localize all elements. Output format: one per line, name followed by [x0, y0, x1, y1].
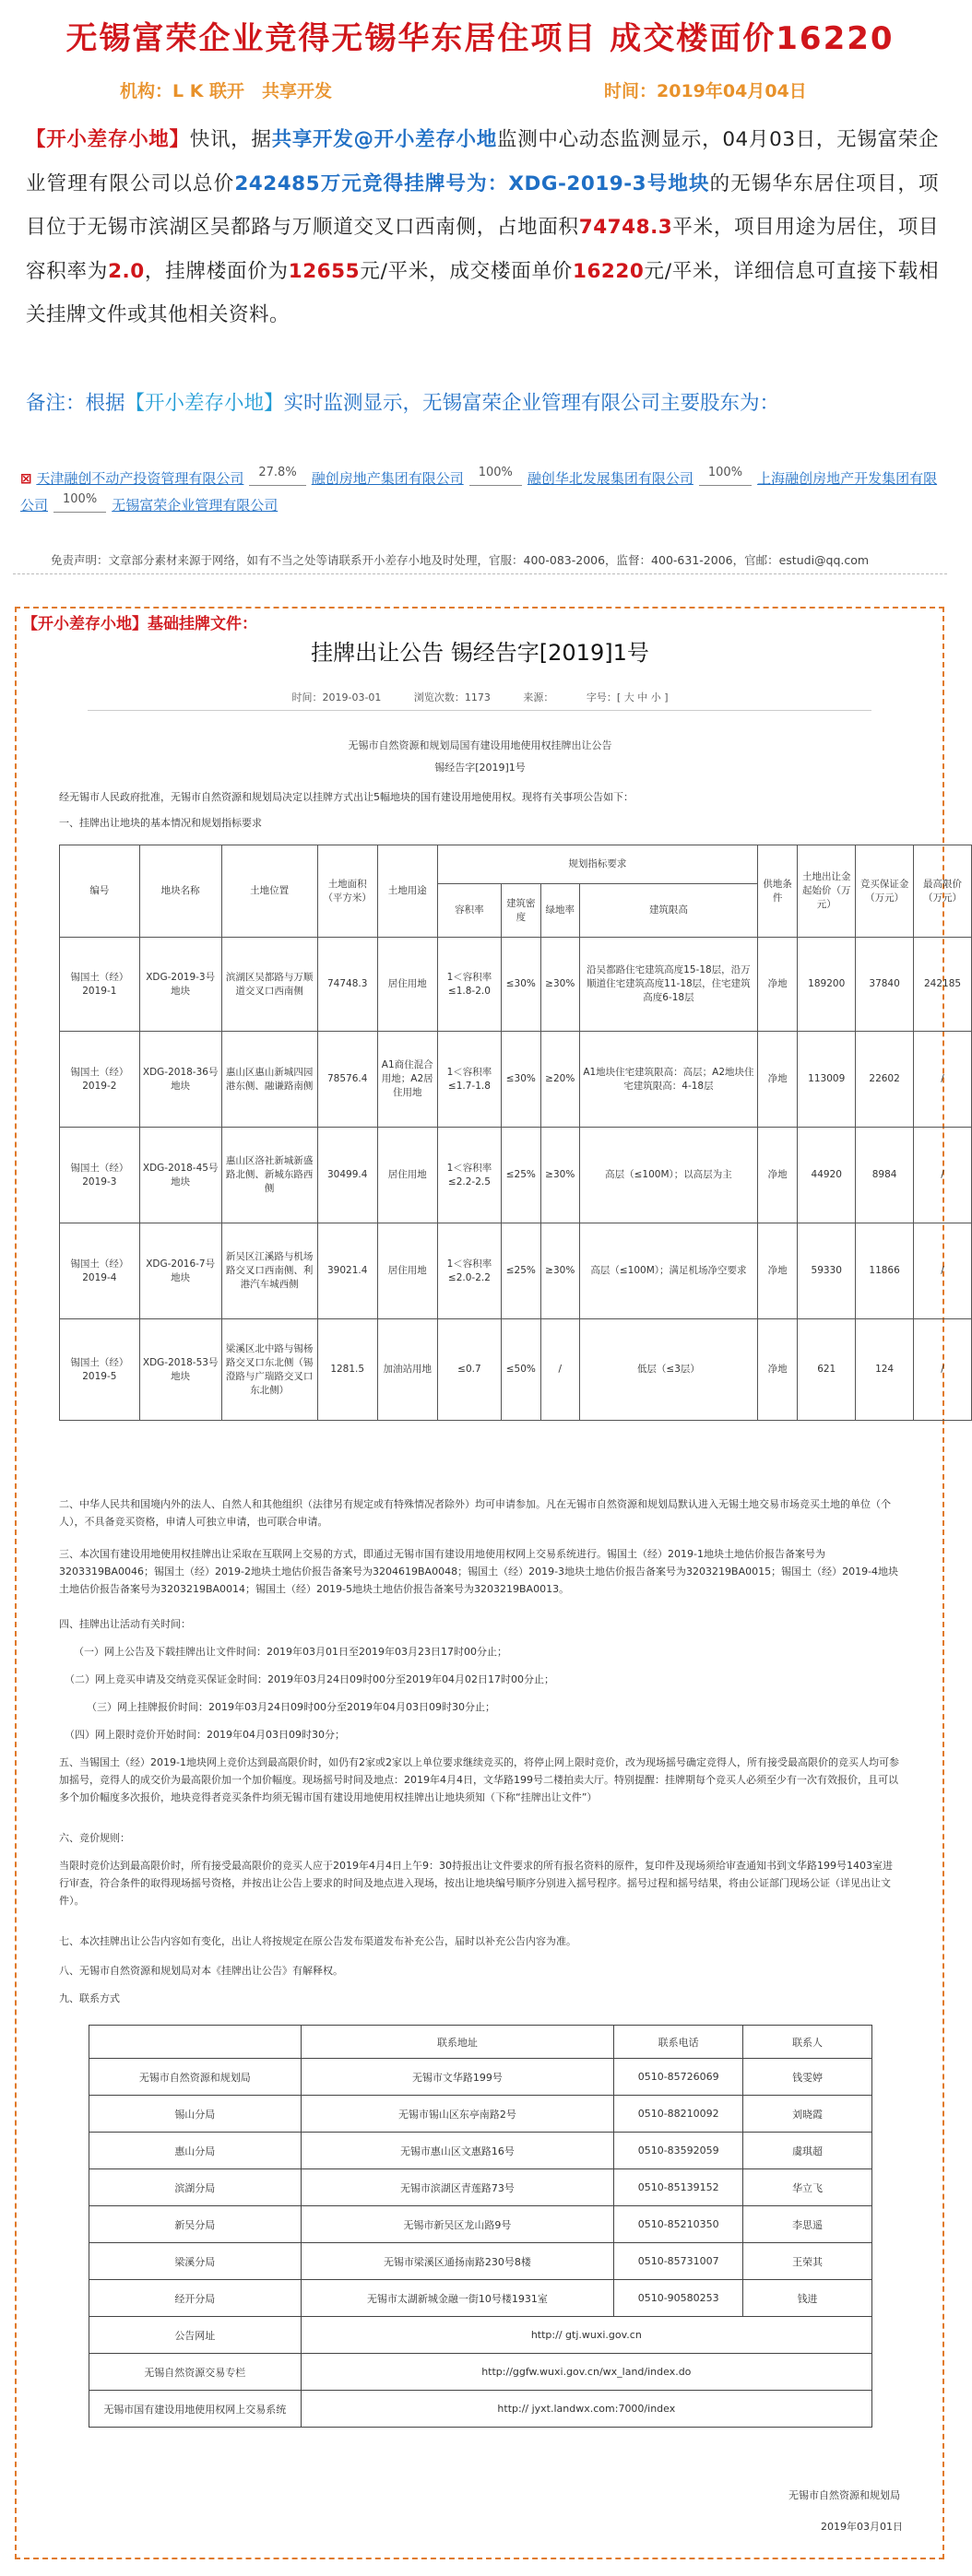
cell-supply: 净地 — [757, 938, 797, 1032]
cell-start: 621 — [798, 1319, 856, 1421]
cell-use: 居住用地 — [377, 1128, 437, 1223]
cell-loc: 惠山区惠山新城四园港东侧、融谦路南侧 — [221, 1032, 317, 1128]
col-header: 联系地址 — [301, 2026, 614, 2059]
cell-density: ≤30% — [502, 938, 540, 1032]
cell-green: ≥30% — [540, 1128, 579, 1223]
cell-no: 锡国土（经）2019-5 — [60, 1319, 140, 1421]
cell-loc: 滨湖区吴都路与万顺道交叉口西南侧 — [221, 938, 317, 1032]
notice-date: 时间：2019-03-01 — [291, 691, 382, 703]
cell-max: 242185 — [914, 938, 972, 1032]
contact-dept: 惠山分局 — [89, 2133, 302, 2169]
cell-name: XDG-2019-3号地块 — [139, 938, 221, 1032]
contact-person: 刘晓霞 — [743, 2096, 872, 2133]
table-row — [89, 2317, 872, 2354]
table-row — [60, 1128, 972, 1223]
notice-paragraph: 五、当锡国土（经）2019-1地块网上竞价达到最高限价时，如仍有2家或2家以上单位要求继续竞买的，将停止网上限时竞价，改为现场摇号确定竞得人，所有接受最高限价的竞买人均可参加摇号，竞得人的成交价为最高限价加一个加价幅度。现场摇号时间及地点：2019年4月4日，文华路199号二楼拍卖大厅。特别提醒：挂牌期每个竞买人必须至少有一次有效报价，且可以多个加价幅度多次报价，地块竞得者竞买条件均须无锡市国有建设用地使用权挂牌出让地块须知（下称“挂牌出让文件”） — [59, 1756, 899, 1803]
cell-use: 居住用地 — [377, 1223, 437, 1319]
notice-paragraph: 六、竞价规则： — [59, 1832, 130, 1844]
table-row — [89, 2243, 872, 2280]
contact-addr: 无锡市新吴区龙山路9号 — [301, 2206, 614, 2243]
notice-title: 挂牌出让公告 锡经告字[2019]1号 — [311, 640, 649, 666]
note-text: 实时监测显示，无锡富荣企业管理有限公司主要股东为： — [283, 392, 780, 415]
contact-addr: 无锡市惠山区文惠路16号 — [301, 2133, 614, 2169]
table-row — [89, 2280, 872, 2317]
parcel-table-viewport — [59, 845, 963, 1411]
notice-meta — [0, 690, 960, 704]
contact-addr: 无锡市锡山区东亭南路2号 — [301, 2096, 614, 2133]
contact-dept: 梁溪分局 — [89, 2243, 302, 2280]
article-text: 元/平米，详细信息可直接下载相关挂牌文件或其他相关资料。 — [26, 259, 939, 326]
cell-area: 30499.4 — [317, 1128, 377, 1223]
col-header: 最高限价（万元） — [914, 845, 972, 938]
deal-total: 242485万元竞得挂牌号为：XDG-2019-3号地块 — [234, 171, 710, 195]
cell-use: A1商住混合用地；A2居住用地 — [377, 1032, 437, 1128]
contact-person: 李思遥 — [743, 2206, 872, 2243]
notice-paragraph: （三）网上挂牌报价时间：2019年03月24日09时00分至2019年04月03日09时30分止； — [87, 1701, 495, 1713]
notice-intro: 经无锡市人民政府批准，无锡市自然资源和规划局决定以挂牌方式出让5幅地块的国有建设用地使用权。现将有关事项公告如下： — [59, 791, 634, 803]
col-header: 编号 — [60, 845, 140, 938]
cell-loc: 惠山区洛社新城新盛路北侧、新城东路西侧 — [221, 1128, 317, 1223]
cell-name: XDG-2018-45号地块 — [139, 1128, 221, 1223]
contact-phone: 0510-90580253 — [614, 2280, 743, 2317]
table-row — [89, 2169, 872, 2206]
article-text: 监测中心动态监测显示，04月03日，无锡富荣企业管理有限公司以总价 — [26, 128, 939, 195]
contact-person: 华立飞 — [743, 2169, 872, 2206]
notice-paragraph: 九、联系方式 — [59, 1992, 120, 2004]
chain-company[interactable]: 无锡富荣企业管理有限公司 — [112, 497, 279, 514]
page-title: 无锡富荣企业竞得无锡华东居住项目 成交楼面价16220 — [65, 20, 895, 57]
contact-phone: 0510-85726069 — [614, 2059, 743, 2096]
note-brand: 【开小差存小地】 — [124, 392, 284, 415]
signature-org: 无锡市自然资源和规划局 — [788, 2489, 900, 2501]
cell-far: 1＜容积率≤1.7-1.8 — [437, 1032, 501, 1128]
web-label: 无锡自然资源交易专栏 — [89, 2354, 302, 2391]
table-row — [89, 2206, 872, 2243]
notice-paragraph: （二）网上竞买申请及交纳竞买保证金时间：2019年03月24日09时00分至2019年04月02日17时00分止； — [65, 1673, 554, 1685]
cell-far: 1＜容积率≤1.8-2.0 — [437, 938, 501, 1032]
cell-name: XDG-2018-36号地块 — [139, 1032, 221, 1128]
contact-dept: 经开分局 — [89, 2280, 302, 2317]
contact-dept: 新吴分局 — [89, 2206, 302, 2243]
contact-person: 王荣其 — [743, 2243, 872, 2280]
cell-area: 78576.4 — [317, 1032, 377, 1128]
chain-pct: 100% — [469, 461, 522, 486]
notice-paragraph: 当限时竞价达到最高限价时，所有接受最高限价的竞买人应于2019年4月4日上午9：30持报出让文件要求的所有报名资料的原件，复印件及现场须给审查通知书到文华路199号1403室进行审查，符合条件的取得现场摇号资格，并按出让公告上要求的时间及地点进入现场，按出让地块编号顺序分别进入摇号程序。摇号过程和摇号结果，将由公证部门现场公证（详见出让文件）。 — [59, 1860, 893, 1907]
contact-phone: 0510-85210350 — [614, 2206, 743, 2243]
cell-name: XDG-2018-53号地块 — [139, 1319, 221, 1421]
article-text: ，挂牌楼面价为 — [144, 259, 289, 283]
article-body — [26, 118, 939, 337]
contact-addr: 无锡市滨湖区青莲路73号 — [301, 2169, 614, 2206]
col-header: 联系电话 — [614, 2026, 743, 2059]
chain-company[interactable]: 融创房地产集团有限公司 — [311, 470, 464, 487]
shareholder-note — [26, 387, 939, 416]
section-heading: 一、挂牌出让地块的基本情况和规划指标要求 — [59, 817, 262, 829]
divider — [88, 710, 871, 711]
brand-tag: 【开小差存小地】 — [26, 128, 190, 151]
table-row — [89, 2391, 872, 2428]
disclaimer: 免责声明：文章部分素材来源于网络，如有不当之处等请联系开小差存小地及时处理，官服：400-083-2006，监督：400-631-2006，官邮：estudi@qq.com — [51, 553, 870, 567]
cell-no: 锡国土（经）2019-3 — [60, 1128, 140, 1223]
cell-height: 沿吴都路住宅建筑高度15-18层，沿万顺道住宅建筑高度11-18层，住宅建筑高度6-18层 — [579, 938, 757, 1032]
notice-views: 浏览次数：1173 — [413, 691, 491, 703]
article-text: 快讯，据 — [189, 128, 272, 151]
cell-deposit: 124 — [856, 1319, 914, 1421]
table-row — [89, 2354, 872, 2391]
parcel-table — [59, 845, 972, 1421]
col-header: 容积率 — [437, 884, 501, 938]
source-link[interactable]: 共享开发@开小差存小地 — [271, 128, 497, 151]
divider — [13, 573, 947, 574]
contact-table — [89, 2025, 872, 2428]
contact-phone: 0510-85731007 — [614, 2243, 743, 2280]
cell-deposit: 11866 — [856, 1223, 914, 1319]
cell-area: 74748.3 — [317, 938, 377, 1032]
col-header: 绿地率 — [540, 884, 579, 938]
cell-density: ≤25% — [502, 1128, 540, 1223]
cell-max: / — [914, 1319, 972, 1421]
signature-date: 2019年03月01日 — [821, 2521, 903, 2533]
contact-dept: 滨湖分局 — [89, 2169, 302, 2206]
cell-no: 锡国土（经）2019-2 — [60, 1032, 140, 1128]
web-label: 无锡市国有建设用地使用权网上交易系统 — [89, 2391, 302, 2428]
cell-green: ≥20% — [540, 1032, 579, 1128]
cell-no: 锡国土（经）2019-1 — [60, 938, 140, 1032]
cell-supply: 净地 — [757, 1319, 797, 1421]
table-row — [89, 2096, 872, 2133]
table-row — [89, 2026, 872, 2059]
contact-person: 钱进 — [743, 2280, 872, 2317]
contact-addr: 无锡市梁溪区通扬南路230号8楼 — [301, 2243, 614, 2280]
table-row — [89, 2133, 872, 2169]
cell-start: 59330 — [798, 1223, 856, 1319]
cell-far: 1＜容积率≤2.2-2.5 — [437, 1128, 501, 1223]
font-size-switch[interactable]: 字号：[ 大 中 小 ] — [586, 691, 669, 703]
chain-company[interactable]: 天津融创不动产投资管理有限公司 — [36, 470, 244, 487]
chain-pct: 100% — [53, 488, 106, 513]
cell-start: 113009 — [798, 1032, 856, 1128]
cell-green: / — [540, 1319, 579, 1421]
notice-paragraph: 四、挂牌出让活动有关时间： — [59, 1618, 191, 1630]
chain-company[interactable]: 上海融创房地产开发集团有限公司 — [20, 470, 938, 514]
notice-heading: 无锡市自然资源和规划局国有建设用地使用权挂牌出让公告 — [348, 739, 612, 751]
cell-far: ≤0.7 — [437, 1319, 501, 1421]
cell-green: ≥30% — [540, 938, 579, 1032]
notice-number: 锡经告字[2019]1号 — [434, 762, 526, 774]
col-header: 地块名称 — [139, 845, 221, 938]
cell-height: 低层（≤3层） — [579, 1319, 757, 1421]
cell-height: A1地块住宅建筑限高：高层；A2地块住宅建筑限高：4-18层 — [579, 1032, 757, 1128]
article-text: 的无锡华东居住项目，项目位于无锡市滨湖区吴都路与万顺道交叉口西南侧，占地面积 — [26, 171, 939, 239]
contact-dept: 无锡市自然资源和规划局 — [89, 2059, 302, 2096]
deal-price: 16220 — [572, 259, 645, 283]
cell-height: 高层（≤100M）；以高层为主 — [579, 1128, 757, 1223]
col-header: 建筑密度 — [502, 884, 540, 938]
chain-company[interactable]: 融创华北发展集团有限公司 — [527, 470, 693, 487]
notice-paragraph: 八、无锡市自然资源和规划局对本《挂牌出让公告》有解释权。 — [59, 1965, 343, 1977]
chain-pct: 27.8% — [249, 461, 305, 486]
plot-ratio: 2.0 — [108, 259, 145, 283]
listing-file-heading: 【开小差存小地】基础挂牌文件： — [22, 615, 257, 633]
col-header: 供地条件 — [757, 845, 797, 938]
col-header: 规划指标要求 — [437, 845, 757, 884]
cell-deposit: 22602 — [856, 1032, 914, 1128]
cell-loc: 梁溪区北中路与锡杨路交叉口东北侧（锡澄路与广瑞路交叉口东北侧） — [221, 1319, 317, 1421]
col-header: 土地位置 — [221, 845, 317, 938]
contact-person: 虞琪超 — [743, 2133, 872, 2169]
cell-start: 44920 — [798, 1128, 856, 1223]
notice-source: 来源： — [523, 691, 554, 703]
table-row — [60, 1223, 972, 1319]
web-url[interactable]: http:// jyxt.landwx.com:7000/index — [301, 2391, 871, 2428]
cell-area: 39021.4 — [317, 1223, 377, 1319]
web-label: 公告网址 — [89, 2317, 302, 2354]
list-price: 12655 — [288, 259, 361, 283]
cell-density: ≤25% — [502, 1223, 540, 1319]
broken-image-icon: ⊠ — [20, 470, 32, 487]
cell-use: 居住用地 — [377, 938, 437, 1032]
contact-person: 钱雯婷 — [743, 2059, 872, 2096]
article-text: 平米，项目用途为居住，项目容积率为 — [26, 216, 939, 283]
shareholder-chain — [20, 467, 938, 520]
web-url[interactable]: http:// gtj.wuxi.gov.cn — [301, 2317, 871, 2354]
cell-supply: 净地 — [757, 1128, 797, 1223]
contact-addr: 无锡市太湖新城金融一街10号楼1931室 — [301, 2280, 614, 2317]
cell-max: / — [914, 1223, 972, 1319]
contact-dept-header — [89, 2026, 302, 2059]
cell-green: ≥30% — [540, 1223, 579, 1319]
cell-supply: 净地 — [757, 1223, 797, 1319]
cell-no: 锡国土（经）2019-4 — [60, 1223, 140, 1319]
cell-deposit: 37840 — [856, 938, 914, 1032]
article-text: 元/平米，成交楼面单价 — [360, 259, 573, 283]
cell-max: / — [914, 1128, 972, 1223]
note-prefix: 备注：根据 — [26, 392, 125, 415]
contact-dept: 锡山分局 — [89, 2096, 302, 2133]
meta-time: 时间：2019年04月04日 — [604, 81, 807, 101]
cell-start: 189200 — [798, 938, 856, 1032]
cell-use: 加油站用地 — [377, 1319, 437, 1421]
col-header: 竞买保证金（万元） — [856, 845, 914, 938]
table-row — [60, 1319, 972, 1421]
table-row — [60, 1032, 972, 1128]
cell-far: 1＜容积率≤2.0-2.2 — [437, 1223, 501, 1319]
notice-paragraph: 三、本次国有建设用地使用权挂牌出让采取在互联网上交易的方式，即通过无锡市国有建设用地使用权网上交易系统进行。锡国土（经）2019-1地块土地估价报告备案号为3203319BA0046；锡国土（经）2019-2地块土地估价报告备案号为3204619BA0048；锡国土（经）2019-3地块土地估价报告备案号为3203219BA0015；锡国土（经）2019-4地块土地估价报告备案号为3203219BA0014；锡国土（经）2019-5地块土地估价报告备案号为3203219BA0013。 — [59, 1548, 899, 1595]
col-header: 土地出让金起始价（万元） — [798, 845, 856, 938]
notice-paragraph: 二、中华人民共和国境内外的法人、自然人和其他组织（法律另有规定或有特殊情况者除外）均可申请参加。凡在无锡市自然资源和规划局默认进入无锡土地交易市场竞买土地的单位（个人），不具备竞买资格，申请人可独立申请，也可联合申请。 — [59, 1498, 891, 1528]
cell-height: 高层（≤100M）；满足机场净空要求 — [579, 1223, 757, 1319]
notice-paragraph: 七、本次挂牌出让公告内容如有变化，出让人将按规定在原公告发布渠道发布补充公告，届时以补充公告内容为准。 — [59, 1935, 576, 1947]
chain-pct: 100% — [699, 461, 752, 486]
site-area: 74748.3 — [578, 216, 673, 239]
cell-deposit: 8984 — [856, 1128, 914, 1223]
col-header: 土地用途 — [377, 845, 437, 938]
table-row — [89, 2059, 872, 2096]
cell-area: 1281.5 — [317, 1319, 377, 1421]
col-header: 土地面积（平方米） — [317, 845, 377, 938]
table-row — [60, 938, 972, 1032]
contact-phone: 0510-88210092 — [614, 2096, 743, 2133]
cell-supply: 净地 — [757, 1032, 797, 1128]
col-header: 联系人 — [743, 2026, 872, 2059]
cell-name: XDG-2016-7号地块 — [139, 1223, 221, 1319]
col-header: 建筑限高 — [579, 884, 757, 938]
cell-density: ≤50% — [502, 1319, 540, 1421]
contact-addr: 无锡市文华路199号 — [301, 2059, 614, 2096]
cell-loc: 新吴区江溪路与机场路交叉口西南侧、利港汽车城西侧 — [221, 1223, 317, 1319]
web-url[interactable]: http://ggfw.wuxi.gov.cn/wx_land/index.do — [301, 2354, 871, 2391]
notice-paragraph: （一）网上公告及下载挂牌出让文件时间：2019年03月01日至2019年03月23日17时00分止； — [74, 1646, 507, 1658]
contact-phone: 0510-83592059 — [614, 2133, 743, 2169]
cell-max: / — [914, 1032, 972, 1128]
meta-org: 机构：L K 联开 共享开发 — [120, 81, 333, 101]
cell-density: ≤30% — [502, 1032, 540, 1128]
contact-phone: 0510-85139152 — [614, 2169, 743, 2206]
notice-paragraph: （四）网上限时竞价开始时间：2019年04月03日09时30分； — [65, 1729, 345, 1741]
